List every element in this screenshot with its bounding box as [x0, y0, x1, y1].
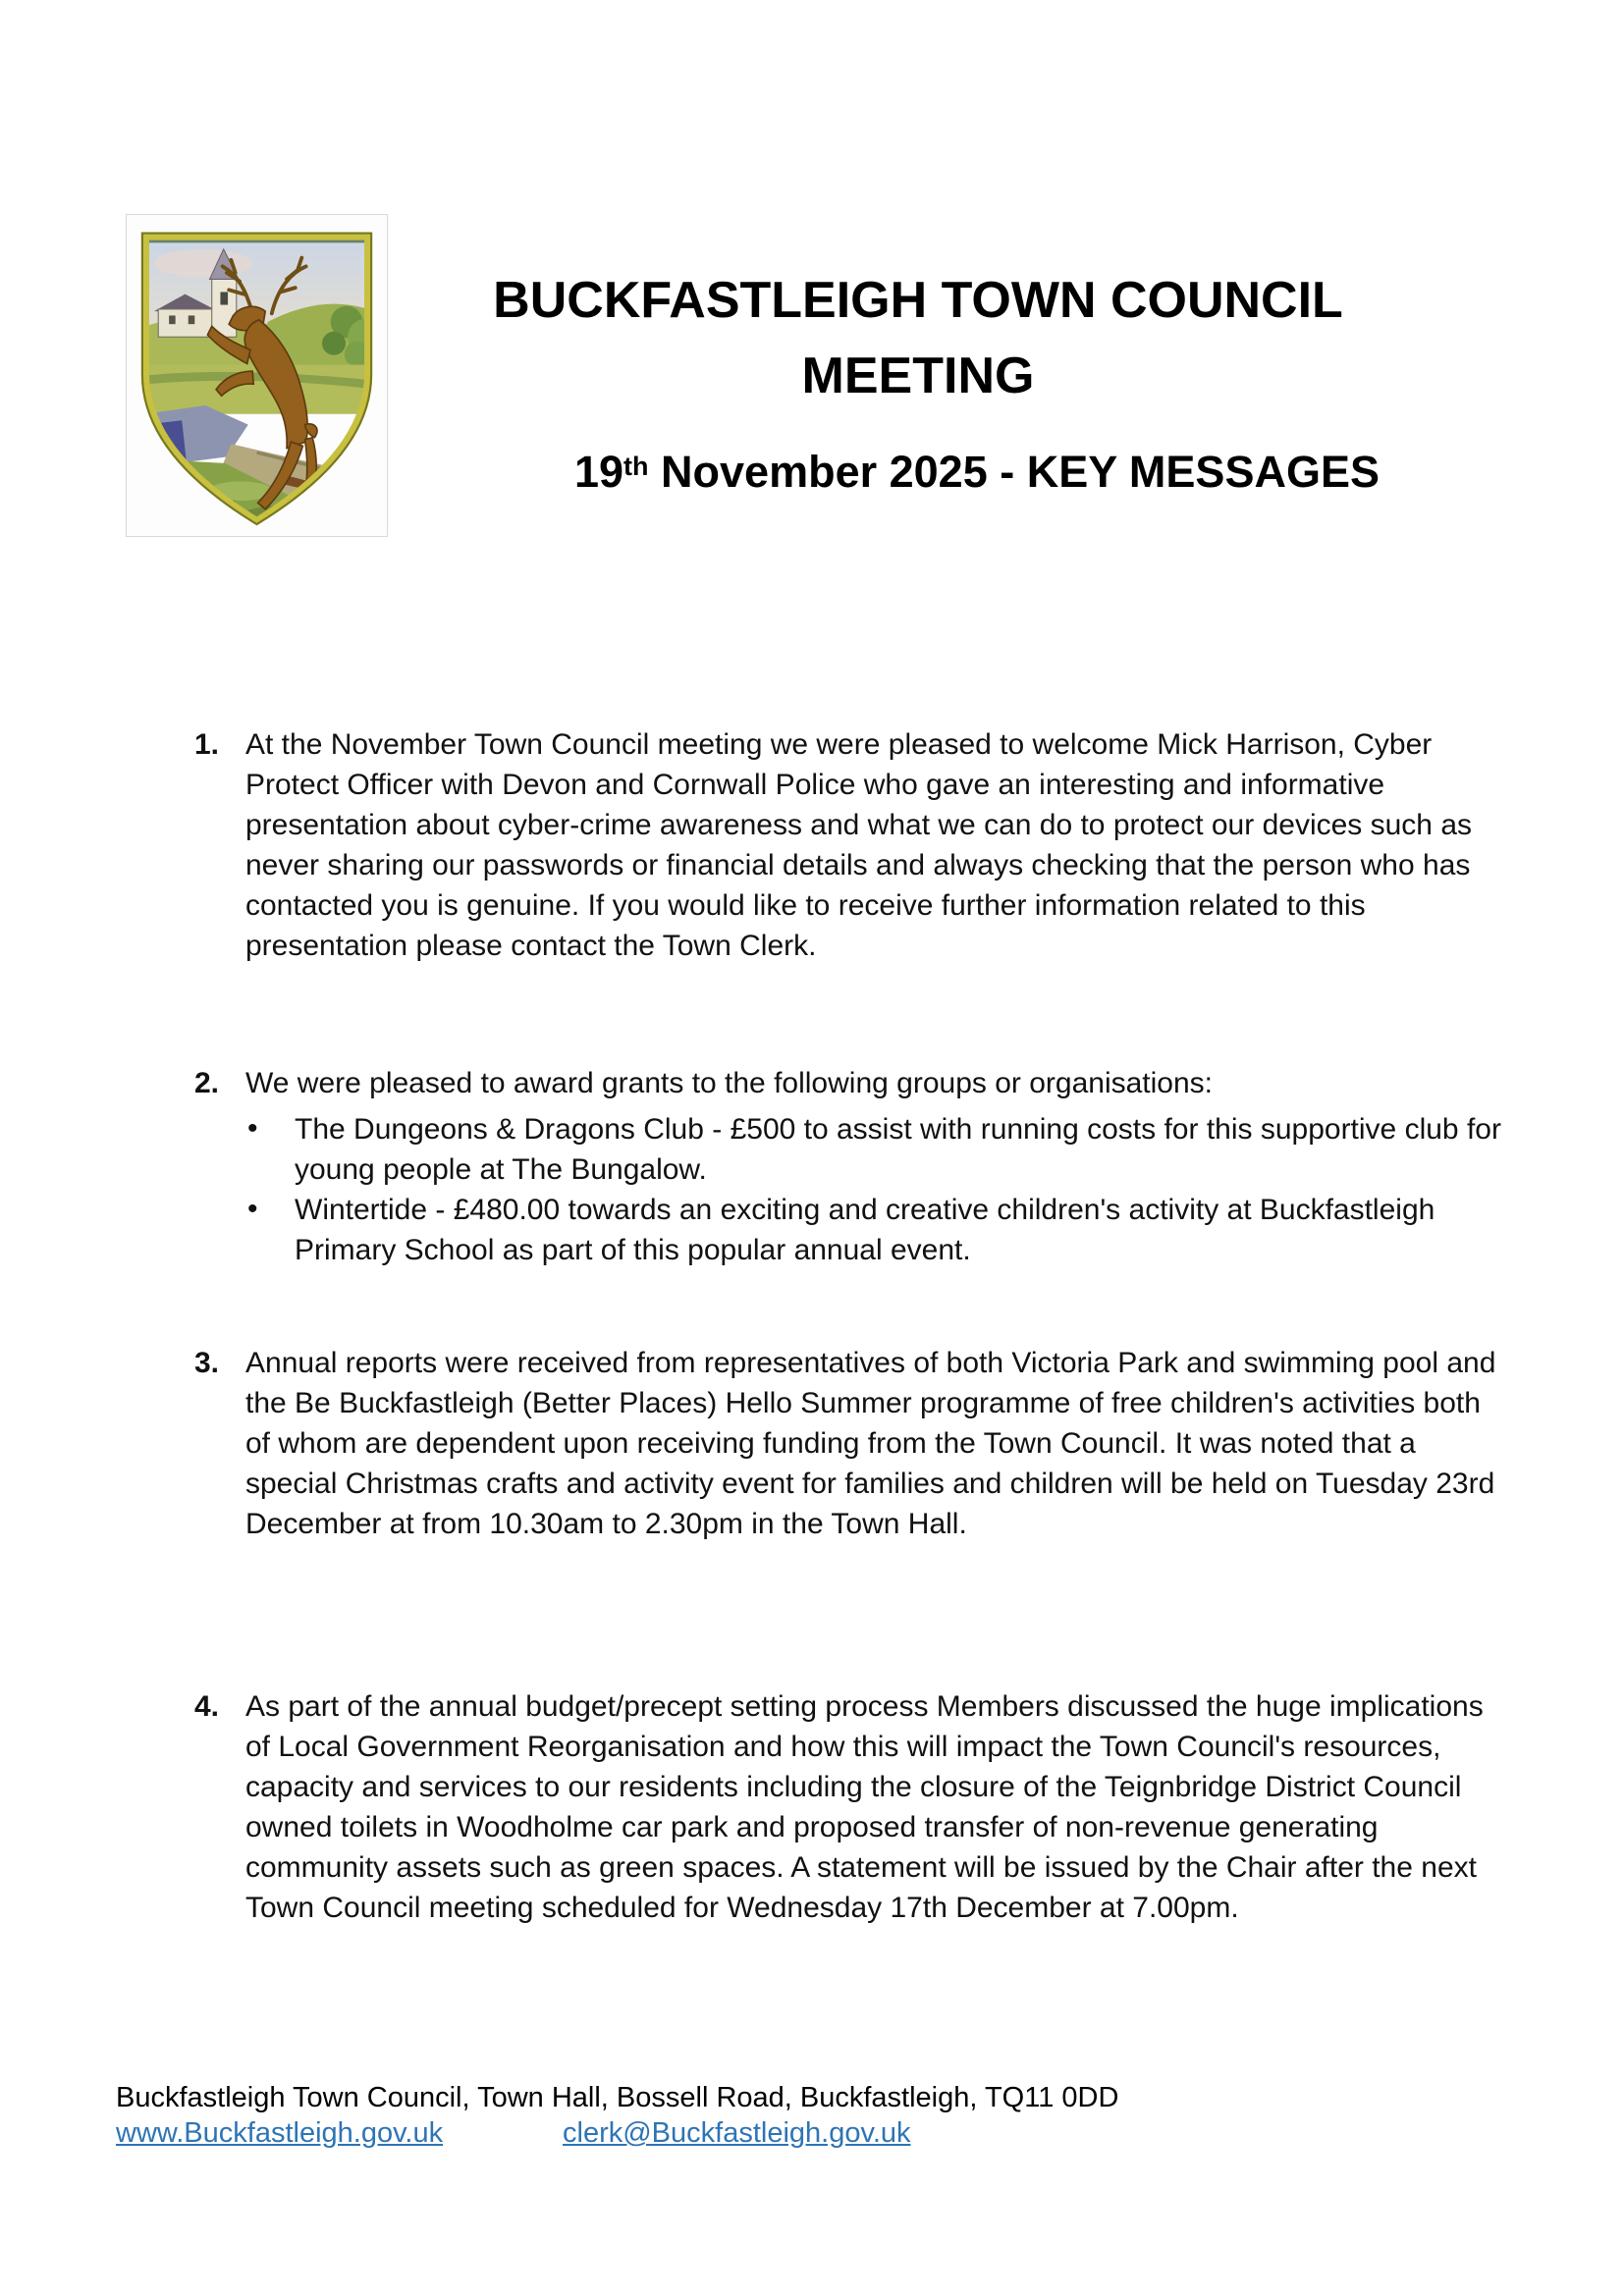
footer-links [116, 2117, 1490, 2150]
email-link[interactable]: clerk@Buckfastleigh.gov.uk [563, 2117, 911, 2149]
item-4-text: As part of the annual budget/precept setting process Members discussed the huge implications of Local Government Reorganisation and how this will impact the Town Council's resources, capacity and services to our residents including the closure of the Teignbridge District Council owned toilets in Woodholme car park and proposed transfer of non-revenue generating community assets such as green spaces. A statement will be issued by the Chair after the next Town Council meeting scheduled for Wednesday 17th December at 7.00pm. [245, 1690, 1484, 1924]
item-3-text: Annual reports were received from representatives of both Victoria Park and swimming pool and the Be Buckfastleigh (Better Places) Hello Summer programme of free children's activities both of whom are dependent upon receiving funding from the Town Council. It was noted that a special Christmas crafts and activity event for families and children will be held on Tuesday 23rd December at from 10.30am to 2.30pm in the Town Hall. [245, 1347, 1496, 1540]
list-item-1 [194, 724, 1512, 966]
town-crest-image [126, 214, 388, 537]
list-item-2 [194, 1063, 1512, 1270]
grant-bullet-1-text: The Dungeons & Dragons Club - £500 to assist with running costs for this supportive club for young people at The Bungalow. [295, 1113, 1501, 1186]
list-item-3 [194, 1343, 1512, 1544]
grant-bullet-2-text: Wintertide - £480.00 towards an exciting and creative children's activity at Buckfastleigh Primary School as part of this popular annual event. [295, 1194, 1435, 1266]
footer-address: Buckfastleigh Town Council, Town Hall, Bossell Road, Buckfastleigh, TQ11 0DD [116, 2082, 1119, 2113]
item-1-number: 1. [194, 728, 220, 761]
list-item-4 [194, 1686, 1512, 1928]
document-title [393, 263, 1443, 414]
document-subtitle [452, 447, 1502, 498]
bullet-icon: • [247, 1193, 258, 1225]
item-4-number: 4. [194, 1690, 220, 1723]
title-line-1: BUCKFASTLEIGH TOWN COUNCIL [493, 272, 1343, 329]
list-item [245, 1190, 1508, 1270]
date-day: 19 [573, 447, 624, 497]
item-1-text: At the November Town Council meeting we were pleased to welcome Mick Harrison, Cyber Protect Officer with Devon and Cornwall Police who gave an interesting and informative presentation about cyber-crime awareness and what we can do to protect our devices such as never sharing our passwords or financial details and always checking that the person who has contacted you is genuine. If you would like to receive further information related to this presentation please contact the Town Clerk. [245, 728, 1473, 962]
title-line-2: MEETING [801, 347, 1035, 404]
item-2-content [245, 1063, 1508, 1270]
item-2-text: We were pleased to award grants to the following groups or organisations: [245, 1067, 1214, 1099]
date-ordinal-superscript: th [623, 451, 649, 481]
website-link[interactable]: www.Buckfastleigh.gov.uk [116, 2117, 444, 2149]
list-item [245, 1109, 1508, 1190]
grants-bullet-list [245, 1109, 1508, 1270]
item-2-number: 2. [194, 1067, 220, 1099]
item-3-number: 3. [194, 1347, 220, 1379]
bullet-icon: • [247, 1112, 258, 1145]
date-rest: November 2025 - KEY MESSAGES [648, 447, 1380, 497]
town-crest-icon [127, 215, 387, 536]
